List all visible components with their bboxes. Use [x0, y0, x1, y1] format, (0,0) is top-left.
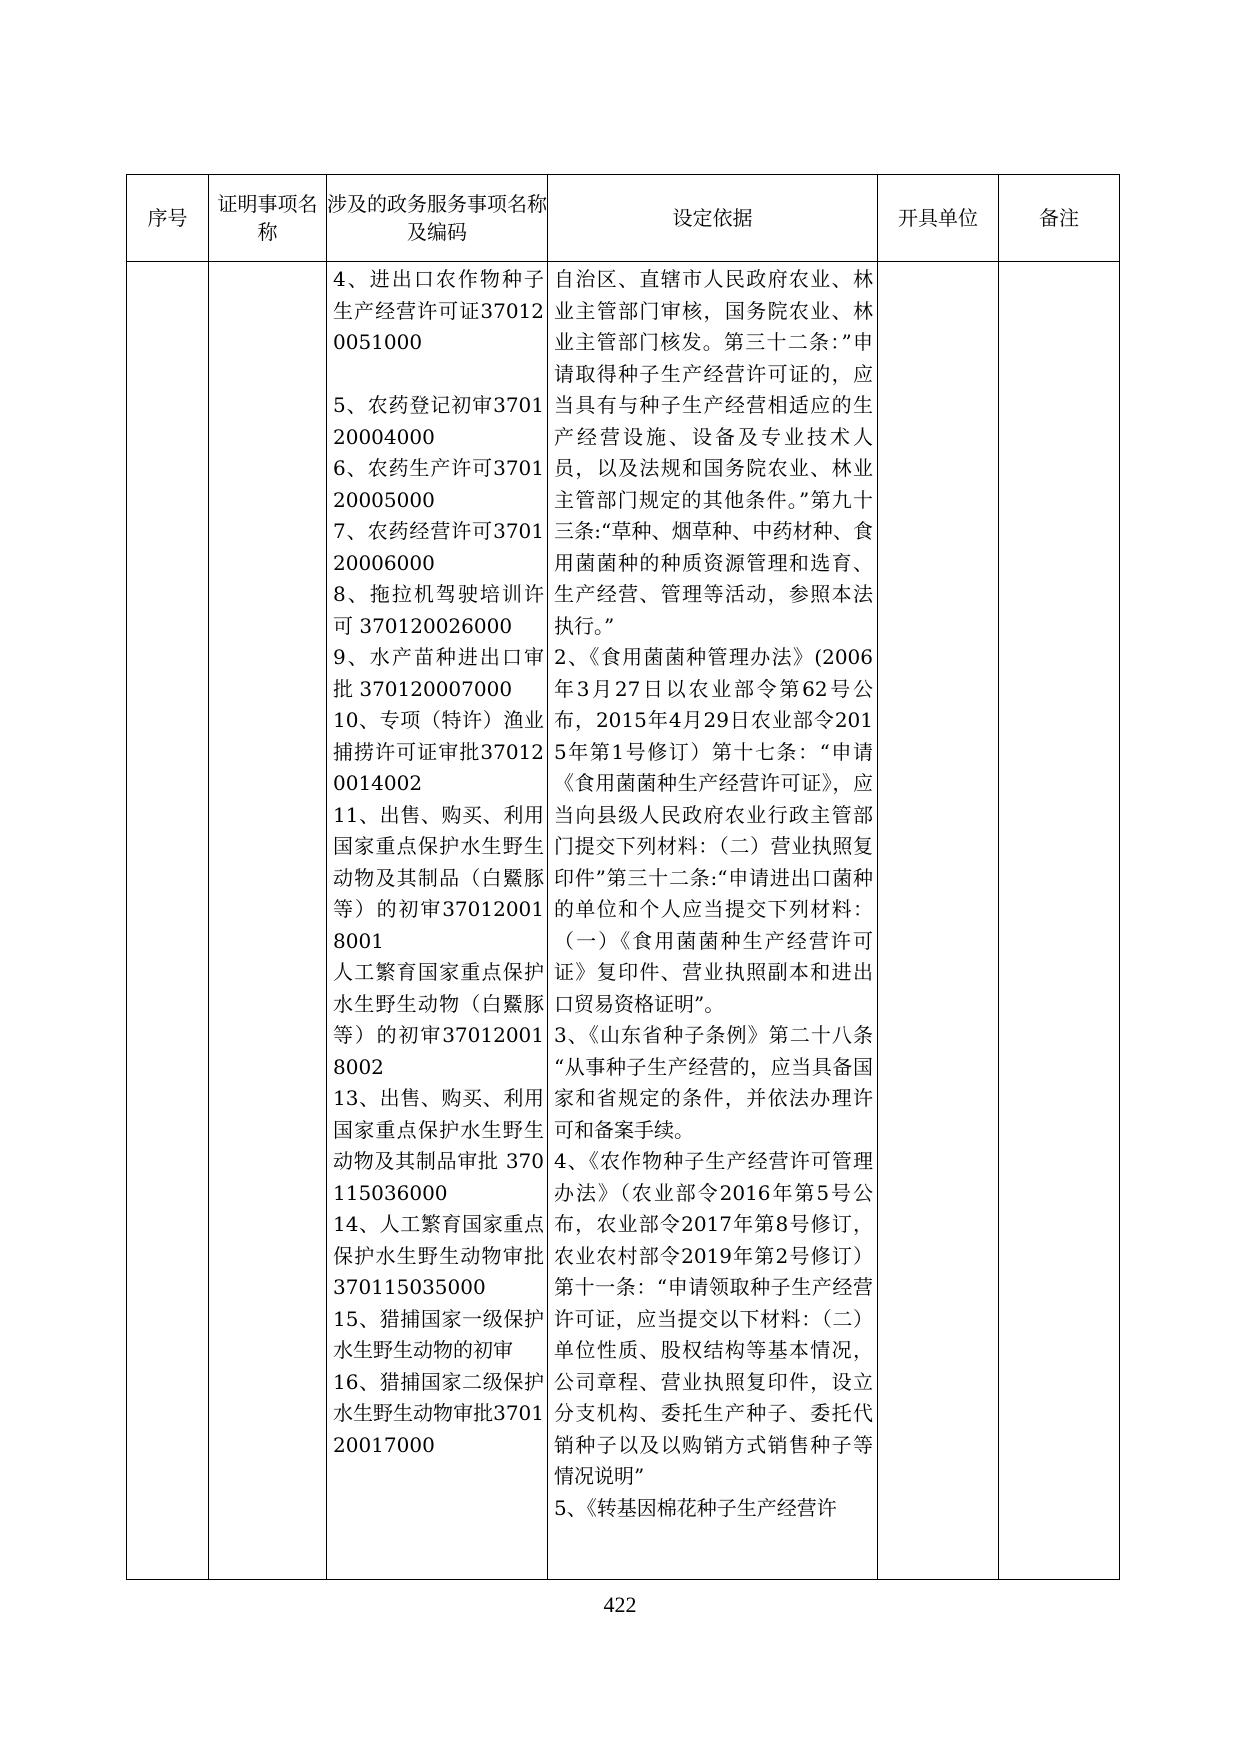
service-item: 13、出售、购买、利用国家重点保护水生野生动物及其制品审批 370115036000	[333, 1086, 544, 1205]
header-remark: 备注	[999, 175, 1120, 262]
service-item: 7、农药经营许可370120006000	[333, 519, 544, 575]
service-item: 6、农药生产许可370120005000	[333, 456, 544, 512]
service-item: 人工繁育国家重点保护水生野生动物（白鱀豚等）的初审370120018002	[333, 960, 544, 1079]
cell-service-items	[327, 262, 548, 1580]
service-item: 5、农药登记初审370120004000	[333, 393, 544, 449]
service-items-list	[327, 262, 547, 1461]
service-item: 15、猎捕国家一级保护水生野生动物的初审	[333, 1306, 544, 1362]
header-basis: 设定依据	[548, 175, 878, 262]
cell-remark	[999, 262, 1120, 1580]
service-item: 8、拖拉机驾驶培训许可 370120026000	[333, 582, 544, 638]
cell-basis	[548, 262, 878, 1580]
header-cert-name: 证明事项名称	[209, 175, 327, 262]
cell-cert-name	[209, 262, 327, 1580]
certification-table	[126, 174, 1120, 1580]
service-item: 16、猎捕国家二级保护水生野生动物审批370120017000	[333, 1369, 544, 1457]
service-item: 4、进出口农作物种子生产经营许可证370120051000	[333, 267, 544, 354]
basis-paragraph: 2、《食用菌菌种管理办法》(2006年3月27日以农业部令第62号公布，2015年4月29日农业部令2015年第1号修订）第十七条：“申请《食用菌菌种生产经营许可证》，应当向县级人民政府农业行政主管部门提交下列材料：（二）营业执照复印件”第三十二条:“申请进出口菌种的单位和个人应当提交下列材料：（一）《食用菌菌种生产经营许可证》复印件、营业执照副本和进出口贸易资格证明”。	[554, 645, 873, 1016]
header-seq: 序号	[127, 175, 209, 262]
table-header-row	[127, 175, 1120, 262]
cell-issuer	[878, 262, 999, 1580]
service-item: 11、出售、购买、利用国家重点保护水生野生动物及其制品（白鱀豚等）的初审370120018001	[333, 802, 544, 953]
cell-seq	[127, 262, 209, 1580]
header-issuer: 开具单位	[878, 175, 999, 262]
service-item-spacer	[333, 359, 544, 391]
service-item: 10、专项（特许）渔业捕捞许可证审批370120014002	[333, 708, 544, 795]
basis-paragraph: 4、《农作物种子生产经营许可管理办法》（农业部令2016年第5号公布，农业部令2017年第8号修订，农业农村部令2019年第2号修订）第十一条：“申请领取种子生产经营许可证，应当提交以下材料：（二）单位性质、股权结构等基本情况，公司章程、营业执照复印件，设立分支机构、委托生产种子、委托代销种子以及以购销方式销售种子等情况说明”	[554, 1149, 873, 1488]
basis-paragraph: 3、《山东省种子条例》第二十八条 “从事种子生产经营的，应当具备国家和省规定的条件，并依法办理许可和备案手续。	[554, 1023, 873, 1142]
table-row	[127, 262, 1120, 1580]
basis-paragraph: 5、《转基因棉花种子生产经营许	[554, 1495, 837, 1520]
header-service-name: 涉及的政务服务事项名称及编码	[327, 175, 548, 262]
basis-paragraph: 自治区、直辖市人民政府农业、林业主管部门审核，国务院农业、林业主管部门核发。第三十二条：”申请取得种子生产经营许可证的，应当具有与种子生产经营相适应的生产经营设施、设备及专业技术人员，以及法规和国务院农业、林业主管部门规定的其他条件。”第九十三条:“草种、烟草种、中药材种、食用菌菌种的种质资源管理和选育、生产经营、管理等活动，参照本法执行。”	[554, 267, 873, 638]
service-item: 14、人工繁育国家重点保护水生野生动物审批 370115035000	[333, 1212, 544, 1299]
basis-text	[548, 262, 877, 1524]
page-number: 422	[603, 1592, 637, 1617]
service-item: 9、水产苗种进出口审批 370120007000	[333, 645, 544, 701]
